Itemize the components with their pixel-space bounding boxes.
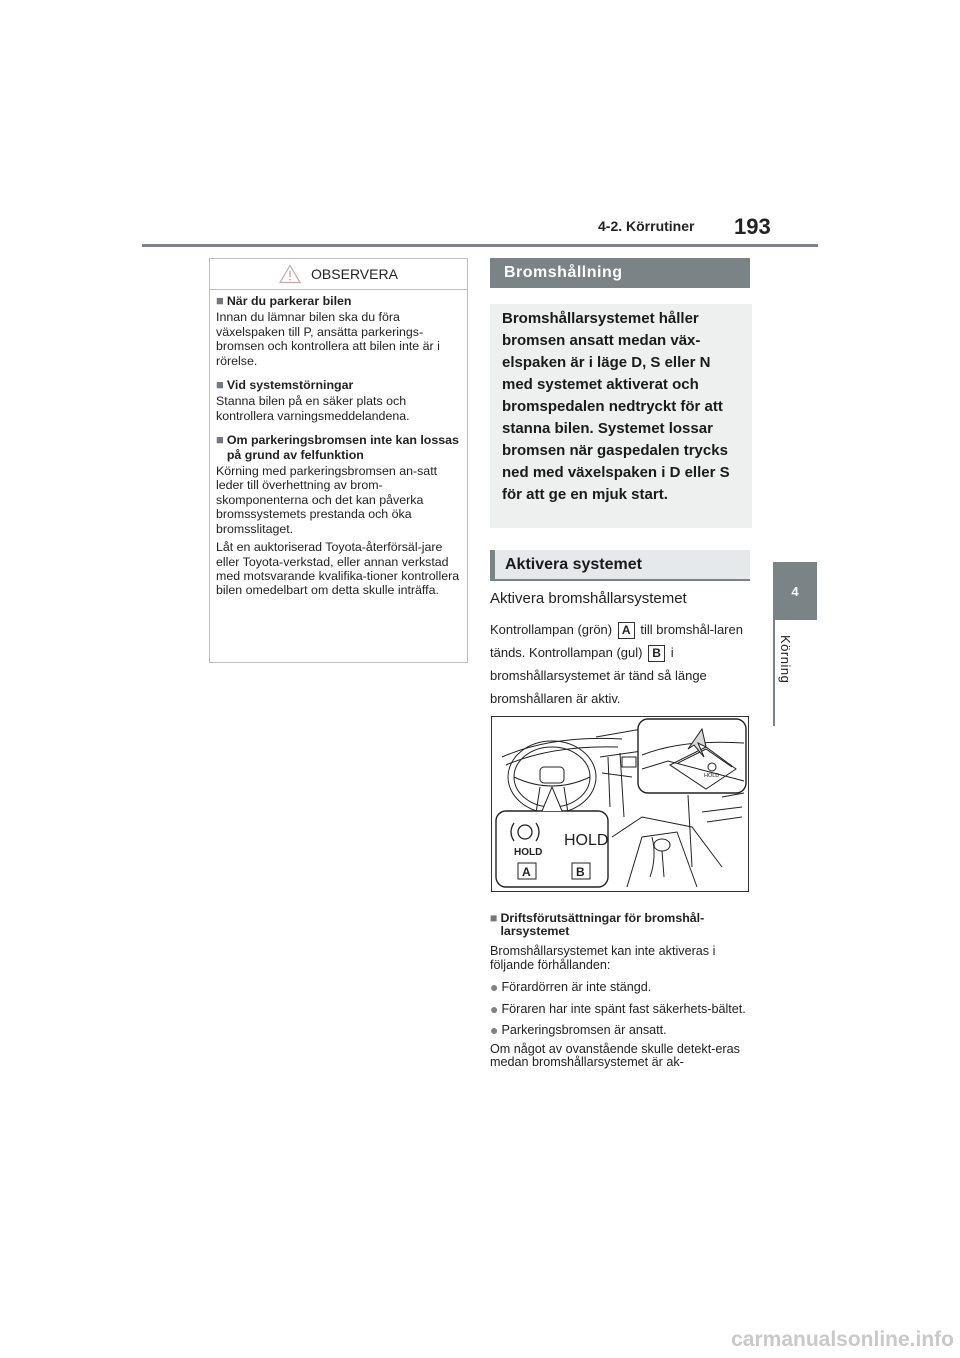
section-title-bar bbox=[490, 258, 750, 288]
condition-item bbox=[490, 1024, 750, 1038]
subsection-title-bar bbox=[490, 550, 750, 581]
conditions-block bbox=[490, 912, 750, 1070]
notice-paragraph: Låt en auktoriserad Toyota-återförsäl-jare eller Toyota-verkstad, eller annan verkstad med motsvarande kvalifika-tioner kontrollera bilen omedelbart om detta skulle inträffa. bbox=[216, 540, 460, 598]
hold-switch-illustration bbox=[491, 716, 749, 892]
warning-triangle-icon bbox=[279, 264, 301, 284]
square-bullet-icon: ■ bbox=[490, 911, 498, 925]
step-text: till bromshål-laren tänds. Kontrollampan (gul) bbox=[490, 622, 743, 660]
conditions-outro: Om något av ovanstående skulle detekt-eras medan bromshållarsystemet är ak- bbox=[490, 1041, 740, 1069]
round-bullet-icon: ● bbox=[490, 1000, 499, 1017]
switch-zoom-callout bbox=[638, 719, 746, 793]
notice-title: OBSERVERA bbox=[311, 266, 398, 282]
notice-body bbox=[210, 290, 467, 598]
chapter-label: Körning bbox=[778, 635, 793, 684]
section-heading: 4-2. Körrutiner bbox=[598, 218, 695, 234]
callout-b: B bbox=[648, 645, 665, 662]
round-bullet-icon: ● bbox=[490, 1022, 499, 1038]
notice-heading-text: Om parkeringsbromsen inte kan lossas på grund av felfunktion bbox=[226, 433, 459, 462]
hold-text-label: HOLD bbox=[564, 832, 609, 849]
hold-icon-label: HOLD bbox=[514, 847, 543, 858]
notice-item-heading bbox=[216, 433, 461, 462]
square-bullet-icon: ■ bbox=[216, 432, 224, 448]
section-title: Bromshållning bbox=[504, 264, 623, 281]
notice-item-heading bbox=[216, 378, 461, 392]
square-bullet-icon: ■ bbox=[216, 377, 224, 393]
conditions-heading-text: Driftsförutsättningar för bromshål-larsystemet bbox=[500, 911, 705, 938]
notice-paragraph: Stanna bilen på en säker plats och kontrollera varningsmeddelandena. bbox=[216, 394, 410, 423]
figure-callout-a: A bbox=[522, 865, 531, 879]
chapter-tab bbox=[773, 562, 817, 620]
chapter-tab-line bbox=[773, 620, 775, 726]
notice-header bbox=[210, 259, 467, 290]
condition-item bbox=[490, 981, 750, 995]
switch-hold-label: HOLD bbox=[704, 773, 720, 779]
step-text: Kontrollampan (grön) bbox=[490, 622, 613, 637]
notice-paragraph: Innan du lämnar bilen ska du föra växelspaken till P, ansätta parkerings-bromsen och kontrollera att bilen inte är i rörelse. bbox=[216, 310, 440, 368]
callout-a: A bbox=[618, 622, 635, 639]
square-bullet-icon: ■ bbox=[216, 293, 224, 308]
notice-item-heading bbox=[216, 294, 461, 308]
step-title: Aktivera bromshållarsystemet bbox=[490, 590, 687, 607]
indicator-zoom-callout bbox=[496, 787, 608, 887]
step-text: i bromshållarsystemet är tänd så länge bromshållaren är aktiv. bbox=[490, 645, 707, 706]
header-rule bbox=[142, 244, 818, 247]
subsection-title: Aktivera systemet bbox=[505, 555, 642, 573]
conditions-heading bbox=[490, 912, 750, 938]
round-bullet-icon: ● bbox=[490, 979, 499, 995]
notice-heading-text: Vid systemstörningar bbox=[226, 378, 354, 393]
condition-text: Förardörren är inte stängd. bbox=[501, 980, 652, 994]
dashboard-drawing bbox=[492, 717, 748, 891]
condition-text: Parkeringsbromsen är ansatt. bbox=[501, 1023, 667, 1037]
figure-callout-b: B bbox=[576, 865, 585, 879]
step-description bbox=[490, 618, 750, 710]
condition-item bbox=[490, 1000, 750, 1017]
notice-paragraph: Körning med parkeringsbromsen an-satt leder till överhettning av brom-skomponenterna och det kan påverka bromssystemets prestanda och öka bromsslitaget. bbox=[216, 464, 438, 536]
conditions-intro: Bromshållarsystemet kan inte aktiveras i följande förhållanden: bbox=[490, 944, 716, 972]
page-number: 193 bbox=[734, 214, 771, 239]
chapter-number: 4 bbox=[791, 583, 799, 599]
notice-box bbox=[209, 258, 468, 663]
section-lead: Bromshållarsystemet håller bromsen ansatt medan väx-elspaken är i läge D, S eller N med systemet aktiverat och bromspedalen nedtryckt för att stanna bilen. Systemet lossar bromsen när gaspedalen trycks ned med växelspaken i D eller S för att ge en mjuk start. bbox=[490, 304, 752, 528]
condition-text: Föraren har inte spänt fast säkerhets-bältet. bbox=[501, 1001, 746, 1016]
watermark: carmanualsonline.info bbox=[731, 1328, 954, 1351]
notice-heading-text: När du parkerar bilen bbox=[226, 294, 352, 308]
